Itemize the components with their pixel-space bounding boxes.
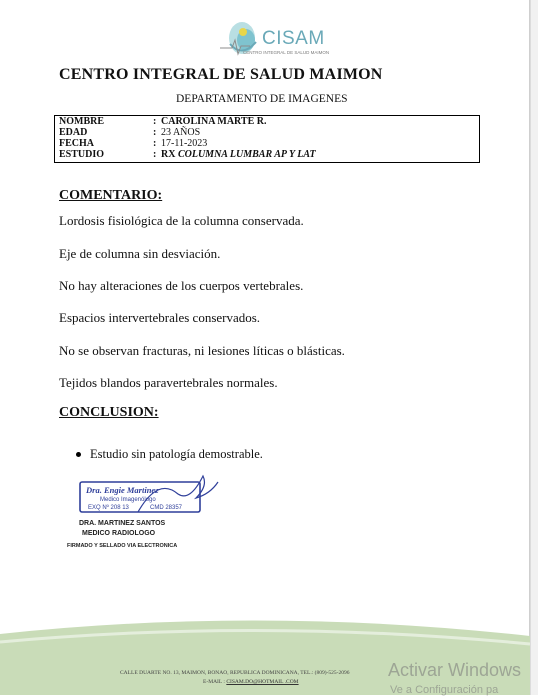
signature-stamp [78,472,224,520]
stamp-cmd: CMD 28357 [150,505,183,511]
windows-activation-hint: Ve a Configuración pa [390,684,499,696]
comment-line: Tejidos blandos paravertebrales normales. [59,375,278,390]
scrollbar[interactable] [530,0,538,695]
logo-subtitle: CENTRO INTEGRAL DE SALUD MAIMON [243,50,330,55]
study-date-value: 17-11-2023 [161,138,208,149]
study-name: COLUMNA LUMBAR AP Y LAT [177,149,316,160]
footer-address: CALLE DUARTE NO. 13, MAIMON, BONAO, REPUBLICA DOMINICANA, TEL.: (809)-525-2096 [120,670,350,676]
info-label: EDAD [59,127,88,138]
comentario-heading: COMENTARIO: [59,188,163,203]
comment-line: Lordosis fisiológica de la columna conservada. [59,213,304,228]
windows-activation-watermark: Activar Windows [388,660,522,680]
info-row-estudio [59,149,479,160]
department-title: DEPARTAMENTO DE IMAGENES [176,93,348,105]
comment-line: Eje de columna sin desviación. [59,246,221,261]
email-link[interactable]: CISAM.DO@HOTMAIL .COM [226,679,299,685]
conclusion-text: Estudio sin patología demostrable. [90,447,263,461]
patient-info-box [54,115,480,163]
info-colon: : [153,149,157,160]
logo-name: CISAM [262,28,325,49]
info-row-fecha [59,138,479,149]
footer-email [203,679,299,685]
study-type-value [161,149,316,160]
comment-line: No se observan fracturas, ni lesiones líticas o blásticas. [59,343,345,358]
info-row-nombre [59,116,479,127]
info-label: NOMBRE [59,116,104,127]
info-row-edad [59,127,479,138]
comment-line: Espacios intervertebrales conservados. [59,310,261,325]
signer-name: DRA. MARTINEZ SANTOS [79,520,166,527]
organization-title: CENTRO INTEGRAL DE SALUD MAIMON [59,66,383,83]
info-colon: : [153,138,157,149]
study-prefix: RX [161,149,178,160]
info-colon: : [153,127,157,138]
info-label: FECHA [59,138,94,149]
email-label: E-MAIL : [203,679,227,685]
info-colon: : [153,116,157,127]
signature-note: FIRMADO Y SELLADO VIA ELECTRONICA [67,543,178,549]
stamp-exq: EXQ Nº 208 13 [88,505,129,511]
comment-line: No hay alteraciones de los cuerpos vertebrales. [59,278,304,293]
patient-age-value: 23 AÑOS [161,127,201,138]
info-label: ESTUDIO [59,149,105,160]
signer-title: MEDICO RADIOLOGO [82,530,156,537]
conclusion-heading: CONCLUSION: [59,405,159,420]
stamp-name: Dra. Engie Martinez [86,485,159,495]
bullet-icon [76,452,81,457]
patient-name-value: CAROLINA MARTE R. [161,116,267,127]
conclusion-item [76,447,263,462]
stamp-role: Medico Imagenólogo [100,497,156,503]
